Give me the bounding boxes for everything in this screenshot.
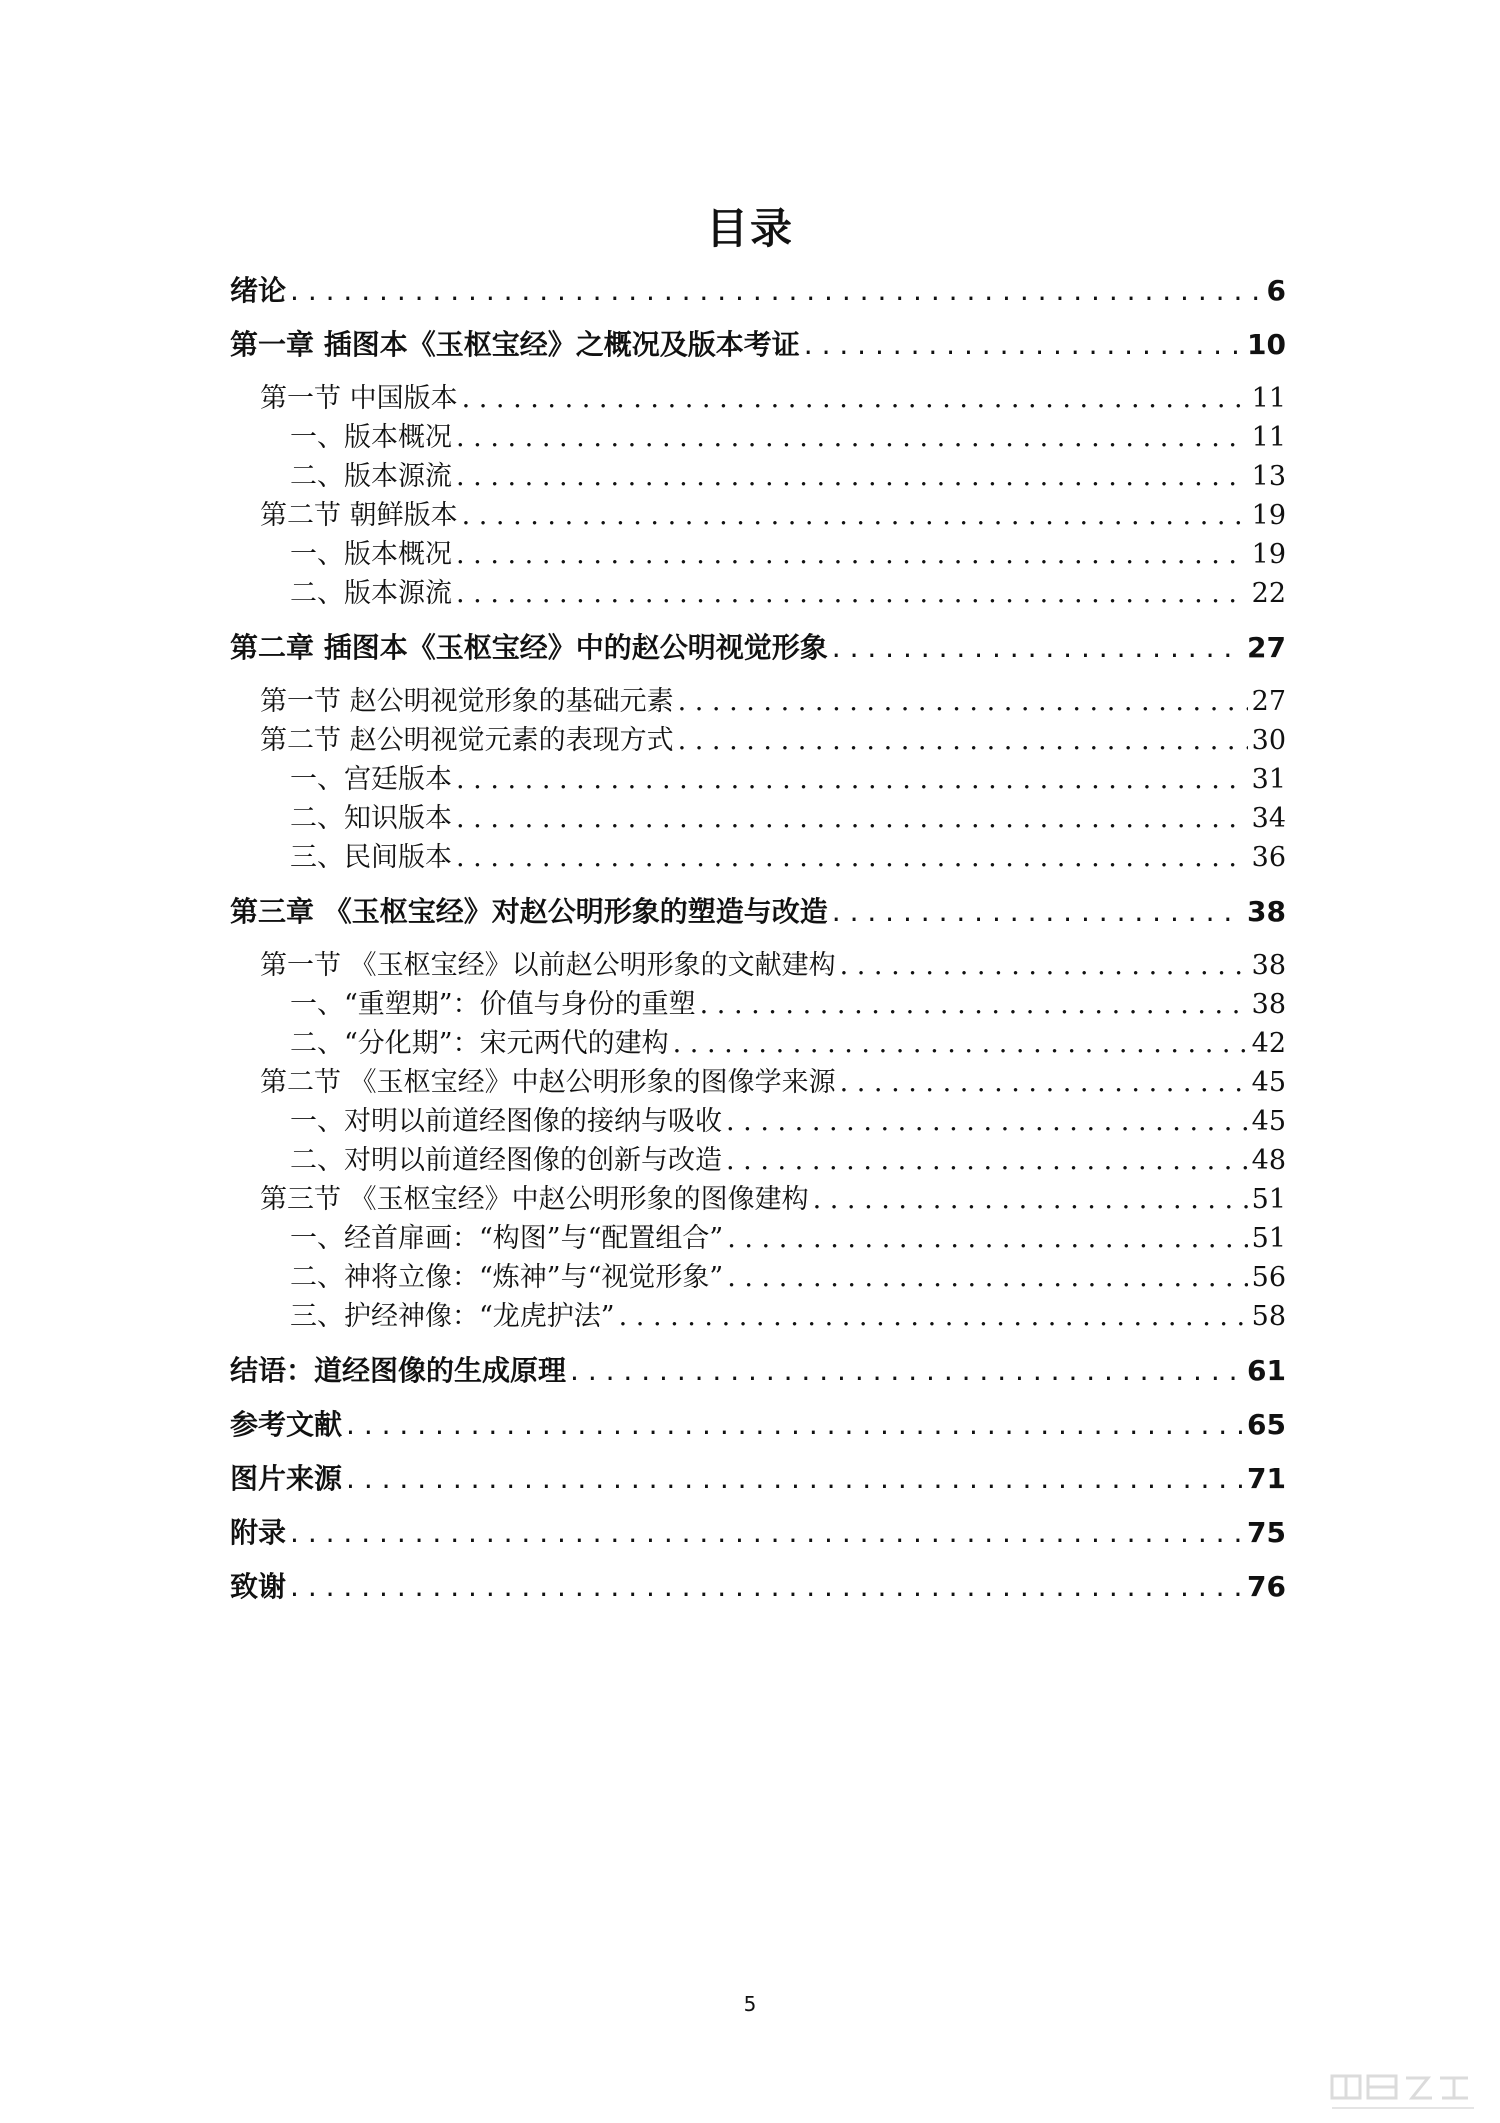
- toc-subsection-entry[interactable]: [230, 579, 1286, 609]
- toc-entry-label: 第二节 朝鲜版本: [260, 500, 458, 531]
- toc-entry-label: 附录: [230, 1516, 287, 1549]
- toc-section-entry[interactable]: [230, 1068, 1286, 1098]
- toc-entry-page: 36: [1251, 842, 1286, 873]
- toc-entry-page: 76: [1247, 1570, 1286, 1603]
- toc-chapter-entry[interactable]: [230, 1356, 1286, 1386]
- toc-entry-label: 二、版本源流: [290, 578, 452, 609]
- toc-dot-leader: [570, 1356, 1243, 1386]
- toc-entry-page: 31: [1251, 764, 1286, 795]
- toc-entry-label: 二、版本源流: [290, 461, 452, 492]
- toc-entry-page: 13: [1251, 461, 1286, 492]
- toc-section-entry[interactable]: [230, 726, 1286, 756]
- toc-chapter-entry[interactable]: [230, 276, 1286, 306]
- toc-entry-page: 27: [1247, 631, 1286, 664]
- toc-chapter-entry[interactable]: [230, 1410, 1286, 1440]
- page-number: 5: [743, 1992, 757, 2016]
- toc-dot-leader: [727, 1263, 1247, 1293]
- toc-entry-label: 致谢: [230, 1570, 287, 1603]
- toc-entry-label: 结语：道经图像的生成原理: [230, 1354, 567, 1387]
- toc-entry-label: 参考文献: [230, 1408, 343, 1441]
- toc-entry-page: 48: [1251, 1145, 1286, 1176]
- toc-entry-page: 22: [1251, 578, 1286, 609]
- toc-subsection-entry[interactable]: [230, 423, 1286, 453]
- toc-dot-leader: [700, 990, 1248, 1020]
- toc-entry-label: 二、对明以前道经图像的创新与改造: [290, 1145, 722, 1176]
- toc-subsection-entry[interactable]: [230, 804, 1286, 834]
- toc-entry-label: 一、对明以前道经图像的接纳与吸收: [290, 1106, 722, 1137]
- toc-dot-leader: [290, 1572, 1243, 1602]
- toc-section-entry[interactable]: [230, 951, 1286, 981]
- toc-dot-leader: [678, 726, 1248, 756]
- toc-dot-leader: [456, 423, 1248, 453]
- toc-subsection-entry[interactable]: [230, 1263, 1286, 1293]
- toc-entry-label: 图片来源: [230, 1462, 343, 1495]
- toc-entry-label: 一、“重塑期”：价值与身份的重塑: [290, 989, 696, 1020]
- toc-section-entry[interactable]: [230, 687, 1286, 717]
- toc-subsection-entry[interactable]: [230, 990, 1286, 1020]
- toc-subsection-entry[interactable]: [230, 843, 1286, 873]
- toc-dot-leader: [456, 804, 1248, 834]
- toc-dot-leader: [456, 765, 1248, 795]
- toc-entry-label: 一、经首扉画：“构图”与“配置组合”: [290, 1223, 724, 1254]
- toc-dot-leader: [619, 1302, 1248, 1332]
- toc-entry-label: 第二章 插图本《玉枢宝经》中的赵公明视觉形象: [230, 631, 828, 664]
- toc-subsection-entry[interactable]: [230, 540, 1286, 570]
- toc-dot-leader: [832, 633, 1243, 663]
- toc-entry-label: 二、“分化期”：宋元两代的建构: [290, 1028, 669, 1059]
- toc-entry-label: 第三章 《玉枢宝经》对赵公明形象的塑造与改造: [230, 895, 828, 928]
- toc-entry-page: 58: [1251, 1301, 1286, 1332]
- toc-entry-page: 65: [1247, 1408, 1286, 1441]
- toc-subsection-entry[interactable]: [230, 1224, 1286, 1254]
- toc-dot-leader: [813, 1185, 1248, 1215]
- toc-entry-page: 11: [1251, 422, 1286, 453]
- toc-dot-leader: [290, 1518, 1243, 1548]
- toc-entry-page: 42: [1251, 1028, 1286, 1059]
- watermark-logo-icon: [1328, 2070, 1478, 2114]
- toc-entry-page: 34: [1251, 803, 1286, 834]
- toc-dot-leader: [832, 897, 1243, 927]
- toc-entry-page: 51: [1251, 1223, 1286, 1254]
- toc-entry-page: 51: [1251, 1184, 1286, 1215]
- toc-entry-label: 三、护经神像：“龙虎护法”: [290, 1301, 615, 1332]
- toc-dot-leader: [462, 501, 1248, 531]
- toc-entry-page: 38: [1251, 950, 1286, 981]
- toc-entry-page: 38: [1251, 989, 1286, 1020]
- toc-entry-page: 45: [1251, 1106, 1286, 1137]
- toc-section-entry[interactable]: [230, 1185, 1286, 1215]
- toc-dot-leader: [456, 462, 1248, 492]
- toc-entry-page: 11: [1251, 383, 1286, 414]
- table-of-contents: [230, 276, 1286, 1602]
- toc-dot-leader: [678, 687, 1248, 717]
- toc-entry-page: 19: [1251, 500, 1286, 531]
- toc-dot-leader: [804, 330, 1243, 360]
- toc-dot-leader: [346, 1410, 1243, 1440]
- toc-entry-page: 75: [1247, 1516, 1286, 1549]
- toc-dot-leader: [673, 1029, 1248, 1059]
- toc-dot-leader: [840, 951, 1248, 981]
- toc-chapter-entry[interactable]: [230, 633, 1286, 663]
- toc-entry-label: 绪论: [230, 274, 287, 307]
- toc-entry-page: 19: [1251, 539, 1286, 570]
- toc-dot-leader: [462, 384, 1248, 414]
- toc-entry-label: 一、宫廷版本: [290, 764, 452, 795]
- toc-subsection-entry[interactable]: [230, 1107, 1286, 1137]
- toc-entry-page: 30: [1251, 725, 1286, 756]
- toc-subsection-entry[interactable]: [230, 462, 1286, 492]
- toc-entry-page: 61: [1247, 1354, 1286, 1387]
- toc-entry-label: 第一节 赵公明视觉形象的基础元素: [260, 686, 674, 717]
- toc-entry-page: 71: [1247, 1462, 1286, 1495]
- toc-dot-leader: [726, 1107, 1248, 1137]
- toc-dot-leader: [456, 540, 1248, 570]
- toc-entry-label: 三、民间版本: [290, 842, 452, 873]
- toc-entry-label: 第二节 《玉枢宝经》中赵公明形象的图像学来源: [260, 1067, 836, 1098]
- toc-chapter-entry[interactable]: [230, 330, 1286, 360]
- toc-entry-page: 38: [1247, 895, 1286, 928]
- toc-subsection-entry[interactable]: [230, 765, 1286, 795]
- toc-subsection-entry[interactable]: [230, 1302, 1286, 1332]
- toc-dot-leader: [840, 1068, 1248, 1098]
- toc-chapter-entry[interactable]: [230, 1464, 1286, 1494]
- toc-entry-label: 第三节 《玉枢宝经》中赵公明形象的图像建构: [260, 1184, 809, 1215]
- toc-entry-label: 第一节 《玉枢宝经》以前赵公明形象的文献建构: [260, 950, 836, 981]
- toc-entry-page: 27: [1251, 686, 1286, 717]
- toc-chapter-entry[interactable]: [230, 897, 1286, 927]
- toc-subsection-entry[interactable]: [230, 1146, 1286, 1176]
- toc-entry-label: 第一章 插图本《玉枢宝经》之概况及版本考证: [230, 328, 800, 361]
- toc-chapter-entry[interactable]: [230, 1572, 1286, 1602]
- page-title: 目录: [705, 204, 794, 253]
- toc-entry-page: 45: [1251, 1067, 1286, 1098]
- toc-dot-leader: [727, 1224, 1247, 1254]
- toc-chapter-entry[interactable]: [230, 1518, 1286, 1548]
- toc-entry-label: 一、版本概况: [290, 539, 452, 570]
- toc-dot-leader: [456, 843, 1248, 873]
- toc-entry-label: 第一节 中国版本: [260, 383, 458, 414]
- toc-dot-leader: [456, 579, 1248, 609]
- toc-subsection-entry[interactable]: [230, 1029, 1286, 1059]
- toc-dot-leader: [726, 1146, 1248, 1176]
- toc-dot-leader: [290, 276, 1263, 306]
- toc-entry-label: 二、神将立像：“炼神”与“视觉形象”: [290, 1262, 724, 1293]
- toc-entry-label: 一、版本概况: [290, 422, 452, 453]
- toc-section-entry[interactable]: [230, 501, 1286, 531]
- toc-entry-page: 56: [1251, 1262, 1286, 1293]
- toc-entry-page: 10: [1247, 328, 1286, 361]
- toc-dot-leader: [346, 1464, 1243, 1494]
- toc-section-entry[interactable]: [230, 384, 1286, 414]
- toc-entry-label: 二、知识版本: [290, 803, 452, 834]
- toc-entry-label: 第二节 赵公明视觉元素的表现方式: [260, 725, 674, 756]
- toc-entry-page: 6: [1266, 274, 1286, 307]
